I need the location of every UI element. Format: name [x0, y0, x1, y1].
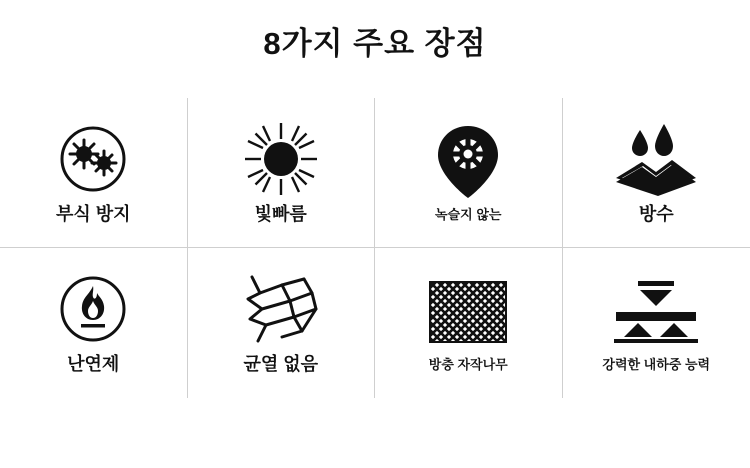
feature-label: 녹슬지 않는: [435, 207, 502, 223]
feature-cell-no-cracking: [188, 248, 376, 398]
feature-cell-rust-free: [375, 98, 563, 248]
feature-cell-sun-fade: [188, 98, 376, 248]
corrosion-resistant-icon: [57, 120, 129, 198]
feature-label: 난연제: [67, 354, 120, 375]
load-bearing-icon: [608, 273, 704, 351]
page-title: 8가지 주요 장점: [263, 26, 487, 61]
features-grid: [0, 98, 750, 398]
waterproof-icon: [612, 120, 700, 198]
feature-cell-flame-retardant: [0, 248, 188, 398]
feature-cell-waterproof: [563, 98, 750, 248]
feature-label: 빛빠름: [254, 204, 307, 225]
feature-cell-load-bearing: [563, 248, 750, 398]
feature-cell-insect-proof: [375, 248, 563, 398]
feature-cell-corrosion-resistant: [0, 98, 188, 248]
rust-free-gear-pin-icon: [431, 123, 505, 201]
feature-label: 강력한 내하중 능력: [602, 357, 711, 373]
feature-label: 균열 없음: [243, 354, 319, 375]
feature-label: 부식 방지: [55, 204, 131, 225]
insect-proof-mesh-icon: [429, 273, 507, 351]
sun-fade-icon: [243, 120, 319, 198]
flame-retardant-icon: [57, 270, 129, 348]
no-cracking-icon: [238, 270, 324, 348]
feature-label: 방수: [638, 204, 674, 225]
feature-label: 방충 자작나무: [428, 357, 508, 373]
